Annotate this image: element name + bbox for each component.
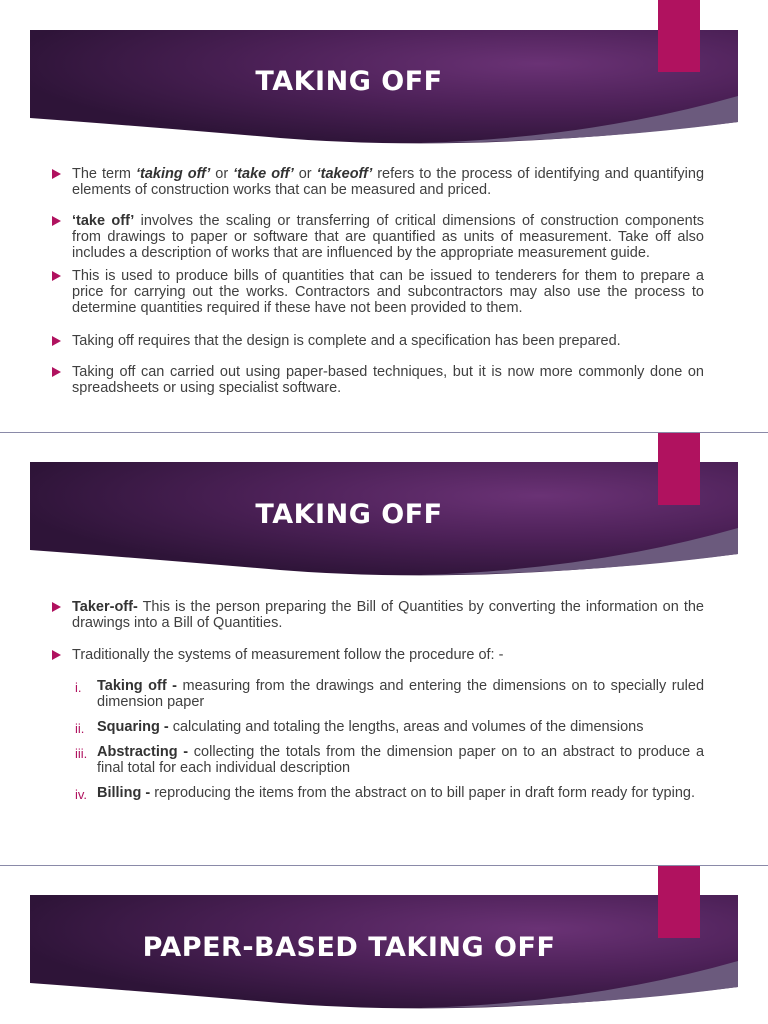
bullet-text: ‘take off’ involves the scaling or transferring of critical dimensions of construction components from drawings to paper or software that are quantified as units of measurement. Take off also includes a description of works that are influenced by the appropriate measurement guide. — [72, 213, 704, 261]
slide-3 — [0, 866, 768, 1024]
bullet-arrow-icon — [52, 169, 61, 179]
bullet-text: Taking off can carried out using paper-based techniques, but it is now more commonly done on spreadsheets or using specialist software. — [72, 364, 704, 396]
bullet-text: Traditionally the systems of measurement follow the procedure of: - — [72, 647, 504, 663]
bullet-arrow-icon — [52, 216, 61, 226]
bullet-text: Taking off requires that the design is complete and a specification has been prepared. — [72, 333, 621, 349]
slide-title: TAKING OFF — [255, 499, 443, 530]
bullet-arrow-icon — [52, 271, 61, 281]
accent-bar — [658, 0, 700, 72]
step-text: Squaring - calculating and totaling the lengths, areas and volumes of the dimensions — [97, 719, 644, 735]
slide-1 — [0, 0, 768, 432]
bullet-arrow-icon — [52, 650, 61, 660]
step-text: Abstracting - collecting the totals from the dimension paper on to an abstract to produce a final total for each individual description — [97, 744, 705, 776]
step-number: iii. — [75, 746, 88, 761]
step-text: Billing - reproducing the items from the abstract on to bill paper in draft form ready for typing. — [97, 785, 695, 801]
accent-bar — [658, 433, 700, 505]
bullet-arrow-icon — [52, 367, 61, 377]
step-number: iv. — [75, 787, 88, 802]
bullet-arrow-icon — [52, 336, 61, 346]
slide-title: TAKING OFF — [255, 66, 443, 97]
bullet-text: Taker-off- This is the person preparing the Bill of Quantities by converting the information on the drawings into a Bill of Quantities. — [72, 599, 704, 631]
accent-bar — [658, 866, 700, 938]
slide-title: PAPER-BASED TAKING OFF — [142, 932, 556, 963]
step-text: Taking off - measuring from the drawings and entering the dimensions on to specially ruled dimension paper — [97, 678, 705, 710]
slide-2 — [0, 433, 768, 865]
bullet-arrow-icon — [52, 602, 61, 612]
bullet-text: This is used to produce bills of quantities that can be issued to tenderers for them to prepare a price for carrying out the works. Contractors and subcontractors may also use the process to determine quantities required if these have not been provided to them. — [72, 268, 704, 316]
step-number: i. — [75, 680, 82, 695]
step-number: ii. — [75, 721, 85, 736]
bullet-text: The term ‘taking off’ or ‘take off’ or ‘takeoff’ refers to the process of identifying and quantifying elements of construction works that can be measured and priced. — [72, 166, 705, 198]
